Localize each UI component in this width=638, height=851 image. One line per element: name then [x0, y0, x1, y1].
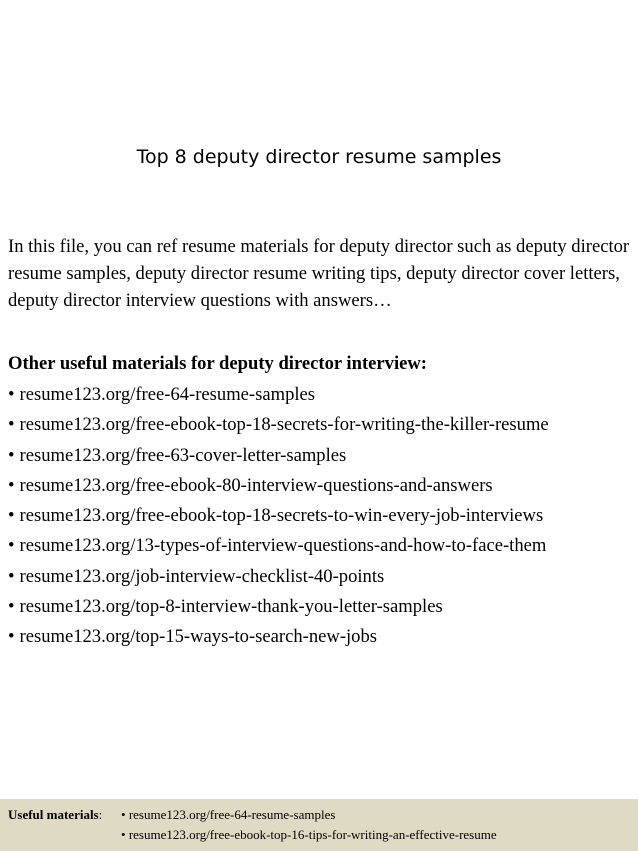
list-item	[8, 531, 549, 561]
list-item	[8, 380, 549, 410]
list-item	[121, 825, 497, 845]
bullet-icon: •	[8, 384, 15, 405]
footer-link[interactable]: resume123.org/free-64-resume-samples	[128, 807, 336, 822]
materials-link-list	[8, 380, 549, 653]
bullet-icon: •	[8, 474, 15, 496]
resource-link[interactable]: resume123.org/top-15-ways-to-search-new-jobs	[19, 626, 378, 648]
list-item	[8, 501, 549, 531]
bullet-icon: •	[8, 444, 15, 466]
resource-link[interactable]: resume123.org/free-ebook-80-interview-questions-and-answers	[19, 474, 493, 496]
footer-link[interactable]: resume123.org/free-ebook-top-16-tips-for-writing-an-effective-resume	[128, 827, 497, 842]
footer-bar	[0, 799, 638, 851]
resource-link[interactable]: resume123.org/free-ebook-top-18-secrets-to-win-every-job-interviews	[19, 505, 544, 527]
footer-label-separator: :	[98, 807, 103, 822]
list-item	[8, 471, 549, 501]
bullet-icon: •	[121, 827, 126, 842]
list-item	[121, 805, 497, 825]
bullet-icon: •	[8, 414, 15, 436]
resource-link[interactable]: resume123.org/free-63-cover-letter-samples	[19, 444, 347, 466]
bullet-icon: •	[8, 596, 15, 618]
footer-label	[8, 805, 102, 825]
list-item	[8, 441, 549, 471]
footer-link-list	[121, 805, 497, 845]
page-title: Top 8 deputy director resume samples	[136, 146, 502, 168]
list-item	[8, 562, 549, 592]
bullet-icon: •	[121, 807, 126, 822]
list-item	[8, 592, 549, 622]
bullet-icon: •	[8, 565, 15, 587]
bullet-icon: •	[8, 626, 15, 648]
bullet-icon: •	[8, 535, 15, 557]
resource-link[interactable]: resume123.org/free-64-resume-samples	[19, 384, 316, 405]
intro-paragraph: In this file, you can ref resume materials for deputy director such as deputy director resume samples, deputy director resume writing tips, deputy director cover letters, deputy director interview questions with answers…	[8, 236, 630, 311]
resource-link[interactable]: resume123.org/job-interview-checklist-40-points	[19, 565, 385, 587]
materials-heading: Other useful materials for deputy director interview:	[8, 353, 427, 374]
bullet-icon: •	[8, 505, 15, 527]
resource-link[interactable]: resume123.org/top-8-interview-thank-you-letter-samples	[19, 596, 443, 618]
list-item	[8, 622, 549, 652]
list-item	[8, 410, 549, 440]
resource-link[interactable]: resume123.org/free-ebook-top-18-secrets-for-writing-the-killer-resume	[19, 414, 549, 436]
footer-label-text: Useful materials	[8, 807, 99, 822]
resource-link[interactable]: resume123.org/13-types-of-interview-questions-and-how-to-face-them	[19, 535, 547, 557]
